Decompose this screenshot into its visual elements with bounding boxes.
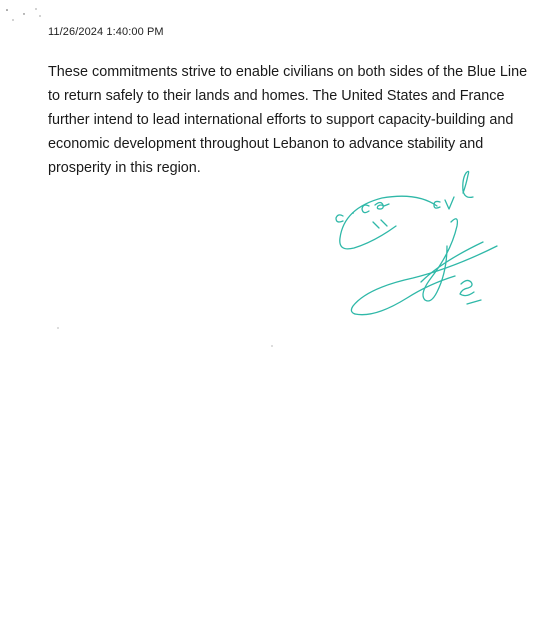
body-paragraph: These commitments strive to enable civilians on both sides of the Blue Line to return safely to their lands and homes. The United States and France further intend to lead international efforts to support capacity-building and economic development throughout Lebanon to advance stability and prosperity in this region.: [48, 64, 528, 176]
handwritten-signature-icon: [325, 158, 505, 323]
timestamp: 11/26/2024 1:40:00 PM: [48, 26, 164, 38]
